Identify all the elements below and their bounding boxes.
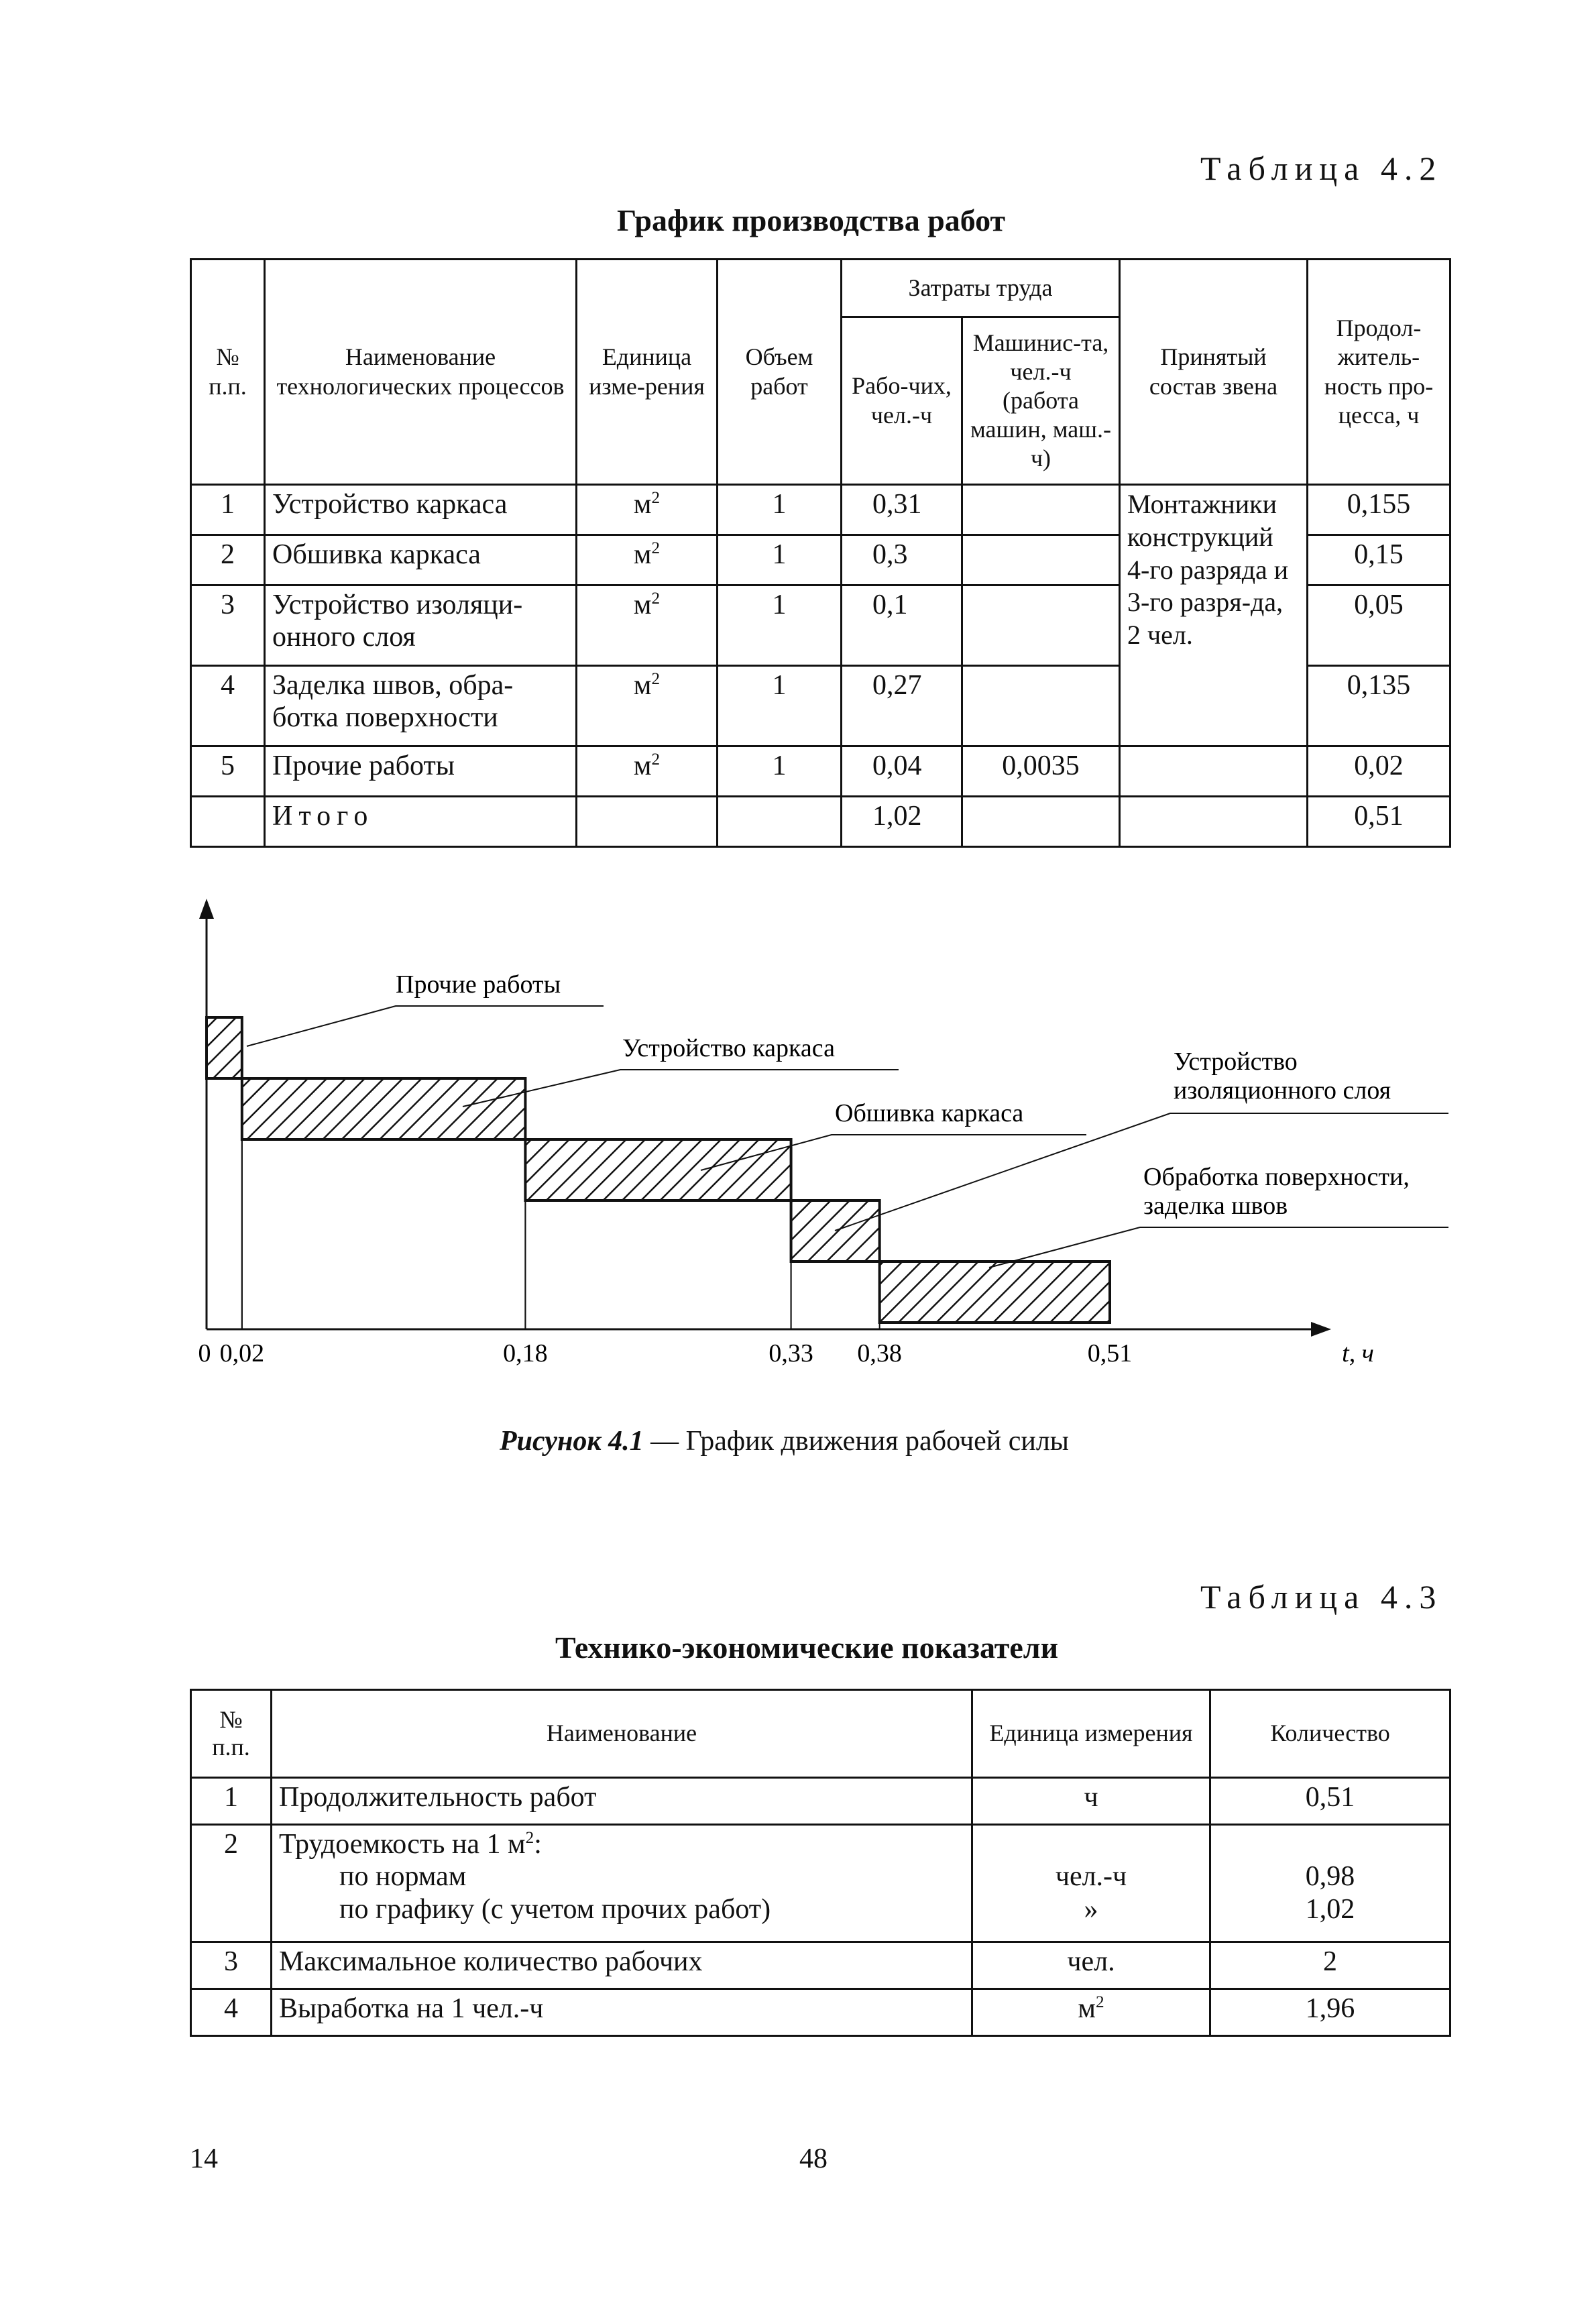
- indicators-table: [190, 1689, 1451, 2037]
- figure-caption: [500, 1425, 1069, 1457]
- sub-row-name: по нормам: [339, 1861, 467, 1893]
- row-qty: 0,51: [1210, 1778, 1450, 1825]
- row-name: Продолжительность работ: [272, 1778, 972, 1825]
- row-name: Прочие работы: [265, 746, 577, 797]
- row-duration: 0,02: [1308, 746, 1450, 797]
- page-number: 48: [799, 2143, 828, 2174]
- row-name: Заделка швов, обра-ботка поверхности: [265, 666, 577, 746]
- row-volume: 1: [718, 746, 842, 797]
- table-row: [191, 1942, 1450, 1989]
- row-unit: чел.: [972, 1942, 1210, 1989]
- row-num: 5: [191, 746, 265, 797]
- row-workers: 0,31: [842, 485, 962, 535]
- x-tick-label: 0,38: [857, 1339, 902, 1367]
- x-tick-label: 0,33: [768, 1339, 813, 1367]
- table-row: [191, 746, 1450, 797]
- figure-text: — График движения рабочей силы: [643, 1426, 1070, 1457]
- row-unit: $м^2$: [972, 1989, 1210, 2036]
- row-duration: 0,15: [1308, 535, 1450, 585]
- sub-row-unit: чел.-ч: [1055, 1861, 1127, 1893]
- total-unit-empty: [577, 797, 718, 847]
- row-name: Обшивка каркаса: [265, 535, 577, 585]
- label-insulation: изоляционного слоя: [1174, 1076, 1391, 1105]
- figure-label: Рисунок 4.1: [500, 1426, 644, 1457]
- row-unit: $м^2$: [577, 485, 718, 535]
- row-name: Устройство каркаса: [265, 485, 577, 535]
- x-axis-label: t, ч: [1342, 1339, 1374, 1367]
- label-surface: заделка швов: [1143, 1192, 1288, 1220]
- header-duration: Продол-житель-ность про-цесса, ч: [1308, 260, 1450, 485]
- row-name: Трудоемкость на 1 $м^2$: по нормам по графику (с учетом прочих работ): [272, 1825, 972, 1942]
- table-row: [191, 485, 1450, 535]
- row-qty: 2: [1210, 1942, 1450, 1989]
- row-num: 3: [191, 1942, 272, 1989]
- total-volume-empty: [718, 797, 842, 847]
- header-qty: Количество: [1210, 1690, 1450, 1778]
- label-surface: Обработка поверхности,: [1143, 1163, 1410, 1191]
- row-volume: 1: [718, 585, 842, 666]
- header-machinists: Машинис-та, чел.-ч (работа машин, маш.-ч): [962, 317, 1120, 485]
- header-unit: Единица измерения: [972, 1690, 1210, 1778]
- row-volume: 1: [718, 666, 842, 746]
- leader-other-works: [247, 1006, 604, 1046]
- row-num: 3: [191, 585, 265, 666]
- header-crew: Принятый состав звена: [1120, 260, 1308, 485]
- label-frame: Устройство каркаса: [622, 1034, 835, 1062]
- workforce-chart: [0, 892, 1596, 1395]
- table-4-3-caption: Таблица 4.3: [1200, 1578, 1443, 1616]
- row-crew-empty: [1120, 746, 1308, 797]
- x-tick-label: 0,51: [1087, 1339, 1133, 1367]
- row-name: Максимальное количество рабочих: [272, 1942, 972, 1989]
- production-schedule-table: [190, 258, 1451, 848]
- row-unit: $м^2$: [577, 535, 718, 585]
- row-unit: $м^2$: [577, 666, 718, 746]
- row-duration: 0,155: [1308, 485, 1450, 535]
- row-qty: [1210, 1825, 1450, 1942]
- row-unit: $м^2$: [577, 585, 718, 666]
- total-crew-empty: [1120, 797, 1308, 847]
- row-duration: 0,135: [1308, 666, 1450, 746]
- x-tick-label: 0: [198, 1339, 211, 1367]
- header-unit: Единица изме-рения: [577, 260, 718, 485]
- row-machinists: [962, 485, 1120, 535]
- table-row: [191, 1825, 1450, 1942]
- table-4-2-title: График производства работ: [617, 203, 1006, 237]
- table-row: [191, 1778, 1450, 1825]
- row-qty: 1,96: [1210, 1989, 1450, 2036]
- row-name: Устройство изоляци-онного слоя: [265, 585, 577, 666]
- leader-frame: [463, 1070, 899, 1107]
- total-label: Итого: [265, 797, 577, 847]
- chart-bar: [207, 1017, 242, 1078]
- row-num: 4: [191, 666, 265, 746]
- row-num: 2: [191, 535, 265, 585]
- crew-cell: Монтажники конструкций 4-го разряда и 3-го разря-да, 2 чел.: [1120, 485, 1308, 746]
- chart-bar: [242, 1078, 526, 1139]
- label-sheathing: Обшивка каркаса: [835, 1099, 1024, 1127]
- row-volume: 1: [718, 535, 842, 585]
- x-tick-label: 0,18: [503, 1339, 548, 1367]
- sub-row-unit: »: [1084, 1893, 1098, 1925]
- row-machinists: [962, 535, 1120, 585]
- row-num: 2: [191, 1825, 272, 1942]
- row-unit: $м^2$: [577, 746, 718, 797]
- sub-row-name: по графику (с учетом прочих работ): [339, 1893, 771, 1925]
- header-name: Наименование технологических процессов: [265, 260, 577, 485]
- row-machinists: [962, 666, 1120, 746]
- label-other-works: Прочие работы: [396, 970, 561, 999]
- row-unit: ч: [972, 1778, 1210, 1825]
- x-tick-label: 0,02: [219, 1339, 265, 1367]
- header-name: Наименование: [272, 1690, 972, 1778]
- header-num: № п.п.: [191, 1690, 272, 1778]
- footer-left-number: 14: [190, 2143, 218, 2174]
- table-4-3-title: Технико-экономические показатели: [555, 1630, 1059, 1665]
- total-row: [191, 797, 1450, 847]
- chart-bar: [880, 1262, 1110, 1323]
- table-4-2-caption: Таблица 4.2: [1200, 150, 1443, 187]
- row-name: Выработка на 1 чел.-ч: [272, 1989, 972, 2036]
- row-machinists: 0,0035: [962, 746, 1120, 797]
- total-machinists-empty: [962, 797, 1120, 847]
- row-num: 4: [191, 1989, 272, 2036]
- header-num: № п.п.: [191, 260, 265, 485]
- header-labor-costs: Затраты труда: [842, 260, 1120, 317]
- header-volume: Объем работ: [718, 260, 842, 485]
- chart-bar: [525, 1139, 791, 1200]
- row-volume: 1: [718, 485, 842, 535]
- row-num: 1: [191, 485, 265, 535]
- row-workers: 0,04: [842, 746, 962, 797]
- row-workers: 0,1: [842, 585, 962, 666]
- table-row: [191, 1989, 1450, 2036]
- row-num: 1: [191, 1778, 272, 1825]
- total-duration: 0,51: [1308, 797, 1450, 847]
- row-workers: 0,3: [842, 535, 962, 585]
- y-axis-arrow: [199, 899, 214, 919]
- label-insulation: Устройство: [1174, 1048, 1298, 1076]
- row-unit: [972, 1825, 1210, 1942]
- x-axis-arrow: [1311, 1322, 1331, 1337]
- sub-row-qty: 1,02: [1305, 1893, 1355, 1925]
- row-workers: 0,27: [842, 666, 962, 746]
- row-duration: 0,05: [1308, 585, 1450, 666]
- header-workers: Рабо-чих, чел.-ч: [842, 317, 962, 485]
- row-machinists: [962, 585, 1120, 666]
- total-workers: 1,02: [842, 797, 962, 847]
- sub-row-qty: 0,98: [1305, 1861, 1355, 1893]
- total-num-empty: [191, 797, 265, 847]
